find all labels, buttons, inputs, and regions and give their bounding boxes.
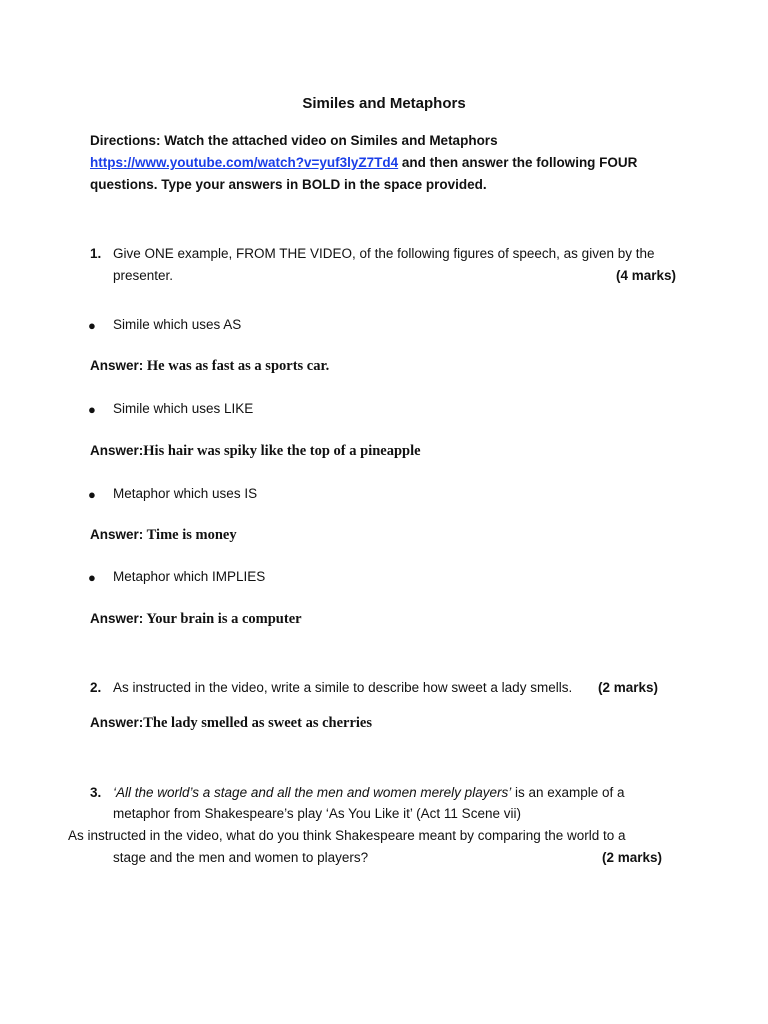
bullet-icon: ●	[88, 487, 96, 502]
question-1-line-1: Give ONE example, FROM THE VIDEO, of the following figures of speech, as given by the	[113, 246, 655, 261]
question-3-line-3: As instructed in the video, what do you think Shakespeare meant by comparing the world to a	[68, 828, 626, 843]
directions-line-3: questions. Type your answers in BOLD in the space provided.	[90, 177, 487, 192]
bullet-icon: ●	[88, 402, 96, 417]
question-1-line-2: presenter.	[113, 268, 174, 283]
item-simile-like-label: Simile which uses LIKE	[113, 401, 254, 416]
question-3-line-2: metaphor from Shakespeare’s play ‘As You Like it’ (Act 11 Scene vii)	[113, 806, 521, 821]
answer-simile-as: Answer: He was as fast as a sports car.	[90, 358, 330, 374]
question-2-number: 2.	[90, 680, 102, 695]
answer-metaphor-implies: Answer: Your brain is a computer	[90, 611, 302, 627]
question-3-number: 3.	[90, 785, 102, 800]
answer-metaphor-is: Answer: Time is money	[90, 527, 237, 543]
question-3-line-1: ‘All the world’s a stage and all the men and women merely players’ is an example of a	[113, 785, 625, 800]
page-title: Similes and Metaphors	[302, 95, 466, 112]
item-metaphor-implies-label: Metaphor which IMPLIES	[113, 569, 266, 584]
directions-line-1: Directions: Watch the attached video on Similes and Metaphors	[90, 133, 498, 148]
question-2-marks: (2 marks)	[598, 680, 659, 695]
answer-question-2: Answer:The lady smelled as sweet as cherries	[90, 715, 373, 731]
question-3-line-4: stage and the men and women to players?	[113, 850, 369, 865]
question-1-marks: (4 marks)	[616, 268, 677, 283]
directions-line-2-rest: and then answer the following FOUR	[398, 155, 638, 170]
video-link[interactable]: https://www.youtube.com/watch?v=yuf3lyZ7Td4	[90, 155, 399, 170]
question-2-text: As instructed in the video, write a simile to describe how sweet a lady smells.	[113, 680, 573, 695]
question-3-marks: (2 marks)	[602, 850, 663, 865]
shakespeare-quote: ‘All the world’s a stage and all the men and women merely players’	[113, 785, 512, 800]
question-1-number: 1.	[90, 246, 102, 261]
bullet-icon: ●	[88, 570, 96, 585]
item-simile-as-label: Simile which uses AS	[113, 317, 242, 332]
item-metaphor-is-label: Metaphor which uses IS	[113, 486, 258, 501]
directions-line-2	[90, 155, 637, 170]
answer-simile-like: Answer:His hair was spiky like the top of a pineapple	[90, 443, 421, 459]
bullet-icon: ●	[88, 318, 96, 333]
